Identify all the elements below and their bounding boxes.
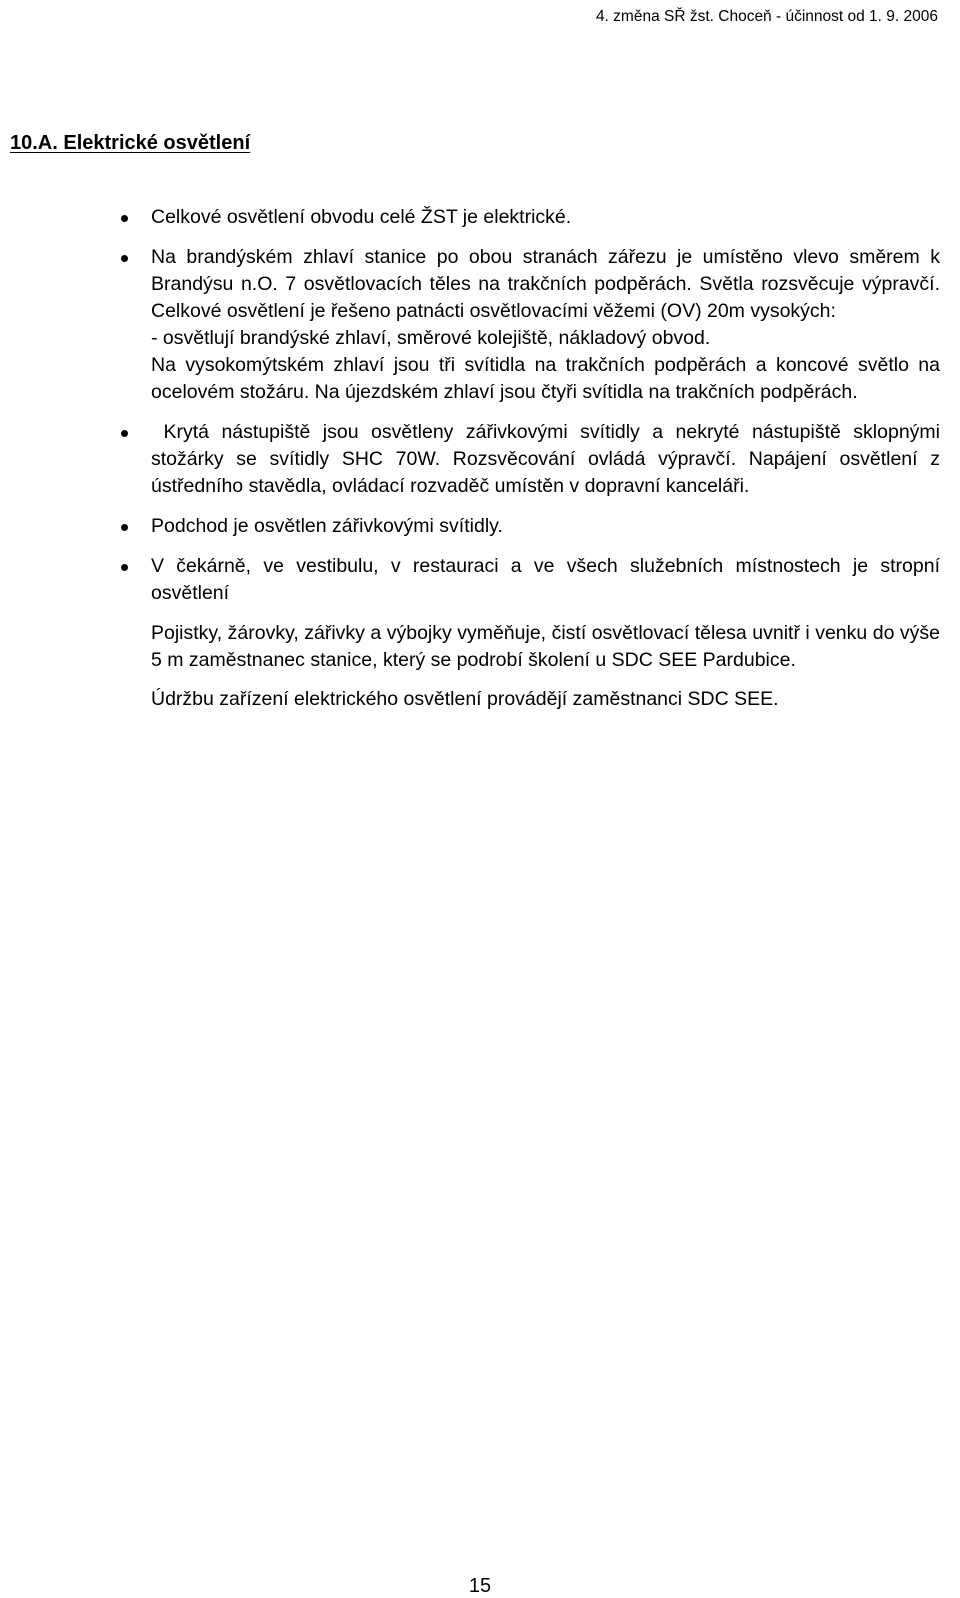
list-item xyxy=(151,553,940,607)
list-item xyxy=(151,244,940,406)
document-body xyxy=(151,204,946,713)
page-number: 15 xyxy=(468,1575,492,1597)
list-item-text: Na brandýském zhlaví stanice po obou stranách zářezu je umístěno vlevo směrem k Brandýsu n.O. 7 osvětlovacích těles na trakčních podpěrách. Světla rozsvěcuje výpravčí. Celkové osvětlení je řešeno patnácti osvětlovacími věžemi (OV) 20m vysokých: xyxy=(151,246,940,322)
list-item xyxy=(151,204,940,231)
paragraph: Pojistky, žárovky, zářivky a výbojky vyměňuje, čistí osvětlovací tělesa uvnitř i venku do výše 5 m zaměstnanec stanice, který se podrobí školení u SDC SEE Pardubice. xyxy=(151,622,940,671)
list-item xyxy=(151,419,946,500)
list-item-subline: - osvětlují brandýské zhlaví, směrové kolejiště, nákladový obvod. xyxy=(151,327,711,349)
list-item-text: Celkové osvětlení obvodu celé ŽST je elektrické. xyxy=(151,206,572,228)
list-item-text: Podchod je osvětlen zářivkovými svítidly. xyxy=(151,515,503,537)
list-item-text: Krytá nástupiště jsou osvětleny zářivkovými svítidly a nekryté nástupiště sklopnými stožárky se svítidly SHC 70W. Rozsvěcování ovládá výpravčí. Napájení osvětlení z ústředního stavědla, ovládací rozvaděč umístěn v dopravní kanceláři. xyxy=(151,421,946,497)
section-title: 10.A. Elektrické osvětlení xyxy=(10,132,251,154)
list-item xyxy=(151,513,940,540)
document-header: 4. změna SŘ žst. Choceň - účinnost od 1. 9. 2006 xyxy=(595,8,938,25)
list-item-text: Na vysokomýtském zhlaví jsou tři svítidla na trakčních podpěrách a koncové světlo na ocelovém stožáru. Na újezdském zhlaví jsou čtyři svítidla na trakčních podpěrách. xyxy=(151,354,940,403)
paragraph: Údržbu zařízení elektrického osvětlení provádějí zaměstnanci SDC SEE. xyxy=(151,688,779,710)
list-item-text: V čekárně, ve vestibulu, v restauraci a ve všech služebních místnostech je stropní osvětlení xyxy=(151,555,940,604)
